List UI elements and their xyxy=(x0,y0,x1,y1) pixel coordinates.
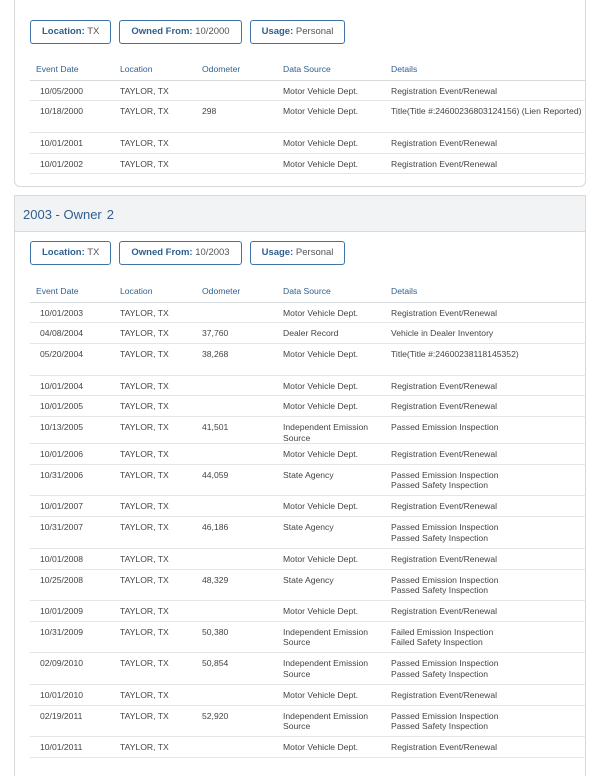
details-cell: Registration Event/Renewal xyxy=(381,684,586,705)
location-cell: TAYLOR, TX xyxy=(110,101,192,133)
event-date-cell: 10/31/2007 xyxy=(30,517,110,549)
col-data-source: Data Source xyxy=(273,58,381,80)
data-source-cell: Motor Vehicle Dept. xyxy=(273,375,381,396)
location-cell: TAYLOR, TX xyxy=(110,375,192,396)
data-source-cell: State Agency xyxy=(273,464,381,496)
details-cell: Registration Event/Renewal xyxy=(381,302,586,323)
details-cell: Title(Title #:24600236803124156) (Lien Reported) xyxy=(381,101,586,133)
odometer-cell xyxy=(192,132,273,153)
data-source-cell: Motor Vehicle Dept. xyxy=(273,737,381,758)
owned-from-chip-value: 10/2003 xyxy=(195,247,230,258)
event-date-cell: 10/05/2000 xyxy=(30,80,110,101)
location-chip-label: Location: xyxy=(42,247,85,258)
usage-chip-value: Personal xyxy=(295,26,334,37)
odometer-cell xyxy=(192,153,273,174)
col-location: Location xyxy=(110,280,192,302)
table-row xyxy=(30,417,586,444)
owner-number: 2 xyxy=(106,207,114,222)
location-cell: TAYLOR, TX xyxy=(110,621,192,653)
usage-chip[interactable] xyxy=(250,20,346,44)
table-row xyxy=(30,737,586,758)
table-row xyxy=(30,375,586,396)
data-source-cell: State Agency xyxy=(273,569,381,601)
location-cell: TAYLOR, TX xyxy=(110,80,192,101)
odometer-cell xyxy=(192,80,273,101)
odometer-cell: 38,268 xyxy=(192,344,273,376)
event-date-cell: 10/01/2003 xyxy=(30,302,110,323)
table-row xyxy=(30,653,586,685)
data-source-cell: Motor Vehicle Dept. xyxy=(273,601,381,622)
table-row xyxy=(30,444,586,465)
owner-1-chips xyxy=(30,20,345,44)
data-source-cell: Independent Emission Source xyxy=(273,621,381,653)
location-chip-label: Location: xyxy=(42,26,85,37)
event-date-cell: 10/18/2000 xyxy=(30,101,110,133)
owner-2-rows xyxy=(30,302,586,757)
owner-2-history-table xyxy=(30,280,586,758)
event-date-cell: 10/01/2005 xyxy=(30,396,110,417)
usage-chip-label: Usage: xyxy=(261,247,294,258)
owner-2-card xyxy=(14,195,586,776)
table-row xyxy=(30,396,586,417)
event-date-cell: 10/01/2007 xyxy=(30,496,110,517)
details-cell: Title(Title #:24600238118145352) xyxy=(381,344,586,376)
odometer-cell xyxy=(192,737,273,758)
owned-from-chip-value: 10/2000 xyxy=(195,26,230,37)
data-source-cell: Motor Vehicle Dept. xyxy=(273,153,381,174)
odometer-cell xyxy=(192,302,273,323)
table-row xyxy=(30,517,586,549)
data-source-cell: Independent Emission Source xyxy=(273,705,381,737)
location-cell: TAYLOR, TX xyxy=(110,517,192,549)
data-source-cell: Motor Vehicle Dept. xyxy=(273,684,381,705)
table-row xyxy=(30,548,586,569)
table-row xyxy=(30,80,586,101)
details-cell: Registration Event/Renewal xyxy=(381,132,586,153)
location-cell: TAYLOR, TX xyxy=(110,444,192,465)
location-chip-value: TX xyxy=(87,247,100,258)
table-row xyxy=(30,101,586,133)
event-date-cell: 10/01/2009 xyxy=(30,601,110,622)
usage-chip-label: Usage: xyxy=(261,26,294,37)
location-cell: TAYLOR, TX xyxy=(110,302,192,323)
odometer-cell xyxy=(192,684,273,705)
odometer-cell: 41,501 xyxy=(192,417,273,444)
odometer-cell xyxy=(192,548,273,569)
location-cell: TAYLOR, TX xyxy=(110,417,192,444)
table-row xyxy=(30,344,586,376)
event-date-cell: 10/01/2006 xyxy=(30,444,110,465)
details-cell: Registration Event/Renewal xyxy=(381,444,586,465)
event-date-cell: 02/09/2010 xyxy=(30,653,110,685)
location-cell: TAYLOR, TX xyxy=(110,684,192,705)
details-cell: Registration Event/Renewal xyxy=(381,396,586,417)
location-cell: TAYLOR, TX xyxy=(110,569,192,601)
location-chip[interactable] xyxy=(30,241,111,265)
table-row xyxy=(30,705,586,737)
odometer-cell: 298 xyxy=(192,101,273,133)
details-cell: Registration Event/Renewal xyxy=(381,601,586,622)
col-details: Details xyxy=(381,280,586,302)
data-source-cell: Motor Vehicle Dept. xyxy=(273,496,381,517)
location-cell: TAYLOR, TX xyxy=(110,153,192,174)
location-cell: TAYLOR, TX xyxy=(110,496,192,517)
col-event-date: Event Date xyxy=(30,280,110,302)
owned-from-chip[interactable] xyxy=(119,241,241,265)
odometer-cell: 52,920 xyxy=(192,705,273,737)
details-cell: Registration Event/Renewal xyxy=(381,548,586,569)
details-cell: Registration Event/Renewal xyxy=(381,153,586,174)
col-odometer: Odometer xyxy=(192,280,273,302)
table-row xyxy=(30,323,586,344)
event-date-cell: 10/31/2009 xyxy=(30,621,110,653)
odometer-cell: 46,186 xyxy=(192,517,273,549)
details-cell: Passed Emission Inspection Passed Safety Inspection xyxy=(381,517,586,549)
table-row xyxy=(30,621,586,653)
data-source-cell: Motor Vehicle Dept. xyxy=(273,444,381,465)
owned-from-chip[interactable] xyxy=(119,20,241,44)
owned-from-chip-label: Owned From: xyxy=(131,247,193,258)
col-details: Details xyxy=(381,58,586,80)
event-date-cell: 10/01/2011 xyxy=(30,737,110,758)
data-source-cell: State Agency xyxy=(273,517,381,549)
details-cell: Passed Emission Inspection Passed Safety Inspection xyxy=(381,705,586,737)
details-cell: Registration Event/Renewal xyxy=(381,375,586,396)
usage-chip-value: Personal xyxy=(295,247,334,258)
owner-2-chips xyxy=(30,241,345,265)
odometer-cell: 44,059 xyxy=(192,464,273,496)
location-chip-value: TX xyxy=(87,26,100,37)
event-date-cell: 10/01/2001 xyxy=(30,132,110,153)
odometer-cell: 50,380 xyxy=(192,621,273,653)
data-source-cell: Motor Vehicle Dept. xyxy=(273,548,381,569)
col-data-source: Data Source xyxy=(273,280,381,302)
event-date-cell: 10/01/2008 xyxy=(30,548,110,569)
table-row xyxy=(30,132,586,153)
details-cell: Failed Emission Inspection Failed Safety Inspection xyxy=(381,621,586,653)
data-source-cell: Motor Vehicle Dept. xyxy=(273,344,381,376)
event-date-cell: 10/01/2010 xyxy=(30,684,110,705)
data-source-cell: Independent Emission Source xyxy=(273,417,381,444)
details-cell: Registration Event/Renewal xyxy=(381,496,586,517)
data-source-cell: Motor Vehicle Dept. xyxy=(273,302,381,323)
details-cell: Vehicle in Dealer Inventory xyxy=(381,323,586,344)
odometer-cell xyxy=(192,375,273,396)
odometer-cell xyxy=(192,601,273,622)
details-cell: Passed Emission Inspection Passed Safety Inspection xyxy=(381,464,586,496)
owner-2-header[interactable] xyxy=(15,196,585,232)
odometer-cell xyxy=(192,444,273,465)
location-cell: TAYLOR, TX xyxy=(110,396,192,417)
location-cell: TAYLOR, TX xyxy=(110,323,192,344)
data-source-cell: Motor Vehicle Dept. xyxy=(273,80,381,101)
data-source-cell: Motor Vehicle Dept. xyxy=(273,101,381,133)
location-cell: TAYLOR, TX xyxy=(110,132,192,153)
details-cell: Passed Emission Inspection Passed Safety Inspection xyxy=(381,653,586,685)
data-source-cell: Motor Vehicle Dept. xyxy=(273,396,381,417)
owned-from-chip-label: Owned From: xyxy=(131,26,193,37)
location-cell: TAYLOR, TX xyxy=(110,344,192,376)
table-row xyxy=(30,684,586,705)
table-row xyxy=(30,464,586,496)
data-source-cell: Independent Emission Source xyxy=(273,653,381,685)
location-cell: TAYLOR, TX xyxy=(110,548,192,569)
details-cell: Registration Event/Renewal xyxy=(381,80,586,101)
table-row xyxy=(30,601,586,622)
event-date-cell: 10/13/2005 xyxy=(30,417,110,444)
location-cell: TAYLOR, TX xyxy=(110,464,192,496)
owner-1-card xyxy=(14,0,586,187)
details-cell: Passed Emission Inspection Passed Safety Inspection xyxy=(381,569,586,601)
table-header-row xyxy=(30,58,586,80)
table-row xyxy=(30,153,586,174)
event-date-cell: 10/01/2004 xyxy=(30,375,110,396)
event-date-cell: 04/08/2004 xyxy=(30,323,110,344)
col-odometer: Odometer xyxy=(192,58,273,80)
data-source-cell: Motor Vehicle Dept. xyxy=(273,132,381,153)
event-date-cell: 02/19/2011 xyxy=(30,705,110,737)
col-location: Location xyxy=(110,58,192,80)
location-cell: TAYLOR, TX xyxy=(110,653,192,685)
location-chip[interactable] xyxy=(30,20,111,44)
owner-1-rows xyxy=(30,80,586,174)
details-cell: Registration Event/Renewal xyxy=(381,737,586,758)
event-date-cell: 05/20/2004 xyxy=(30,344,110,376)
location-cell: TAYLOR, TX xyxy=(110,737,192,758)
table-row xyxy=(30,302,586,323)
odometer-cell: 50,854 xyxy=(192,653,273,685)
location-cell: TAYLOR, TX xyxy=(110,705,192,737)
data-source-cell: Dealer Record xyxy=(273,323,381,344)
location-cell: TAYLOR, TX xyxy=(110,601,192,622)
odometer-cell: 37,760 xyxy=(192,323,273,344)
odometer-cell xyxy=(192,496,273,517)
event-date-cell: 10/31/2006 xyxy=(30,464,110,496)
owner-1-history-table xyxy=(30,58,586,174)
odometer-cell xyxy=(192,396,273,417)
odometer-cell: 48,329 xyxy=(192,569,273,601)
table-header-row xyxy=(30,280,586,302)
event-date-cell: 10/01/2002 xyxy=(30,153,110,174)
usage-chip[interactable] xyxy=(250,241,346,265)
col-event-date: Event Date xyxy=(30,58,110,80)
details-cell: Passed Emission Inspection xyxy=(381,417,586,444)
owner-header-title: 2003 - Owner xyxy=(23,207,102,222)
table-row xyxy=(30,569,586,601)
table-row xyxy=(30,496,586,517)
event-date-cell: 10/25/2008 xyxy=(30,569,110,601)
